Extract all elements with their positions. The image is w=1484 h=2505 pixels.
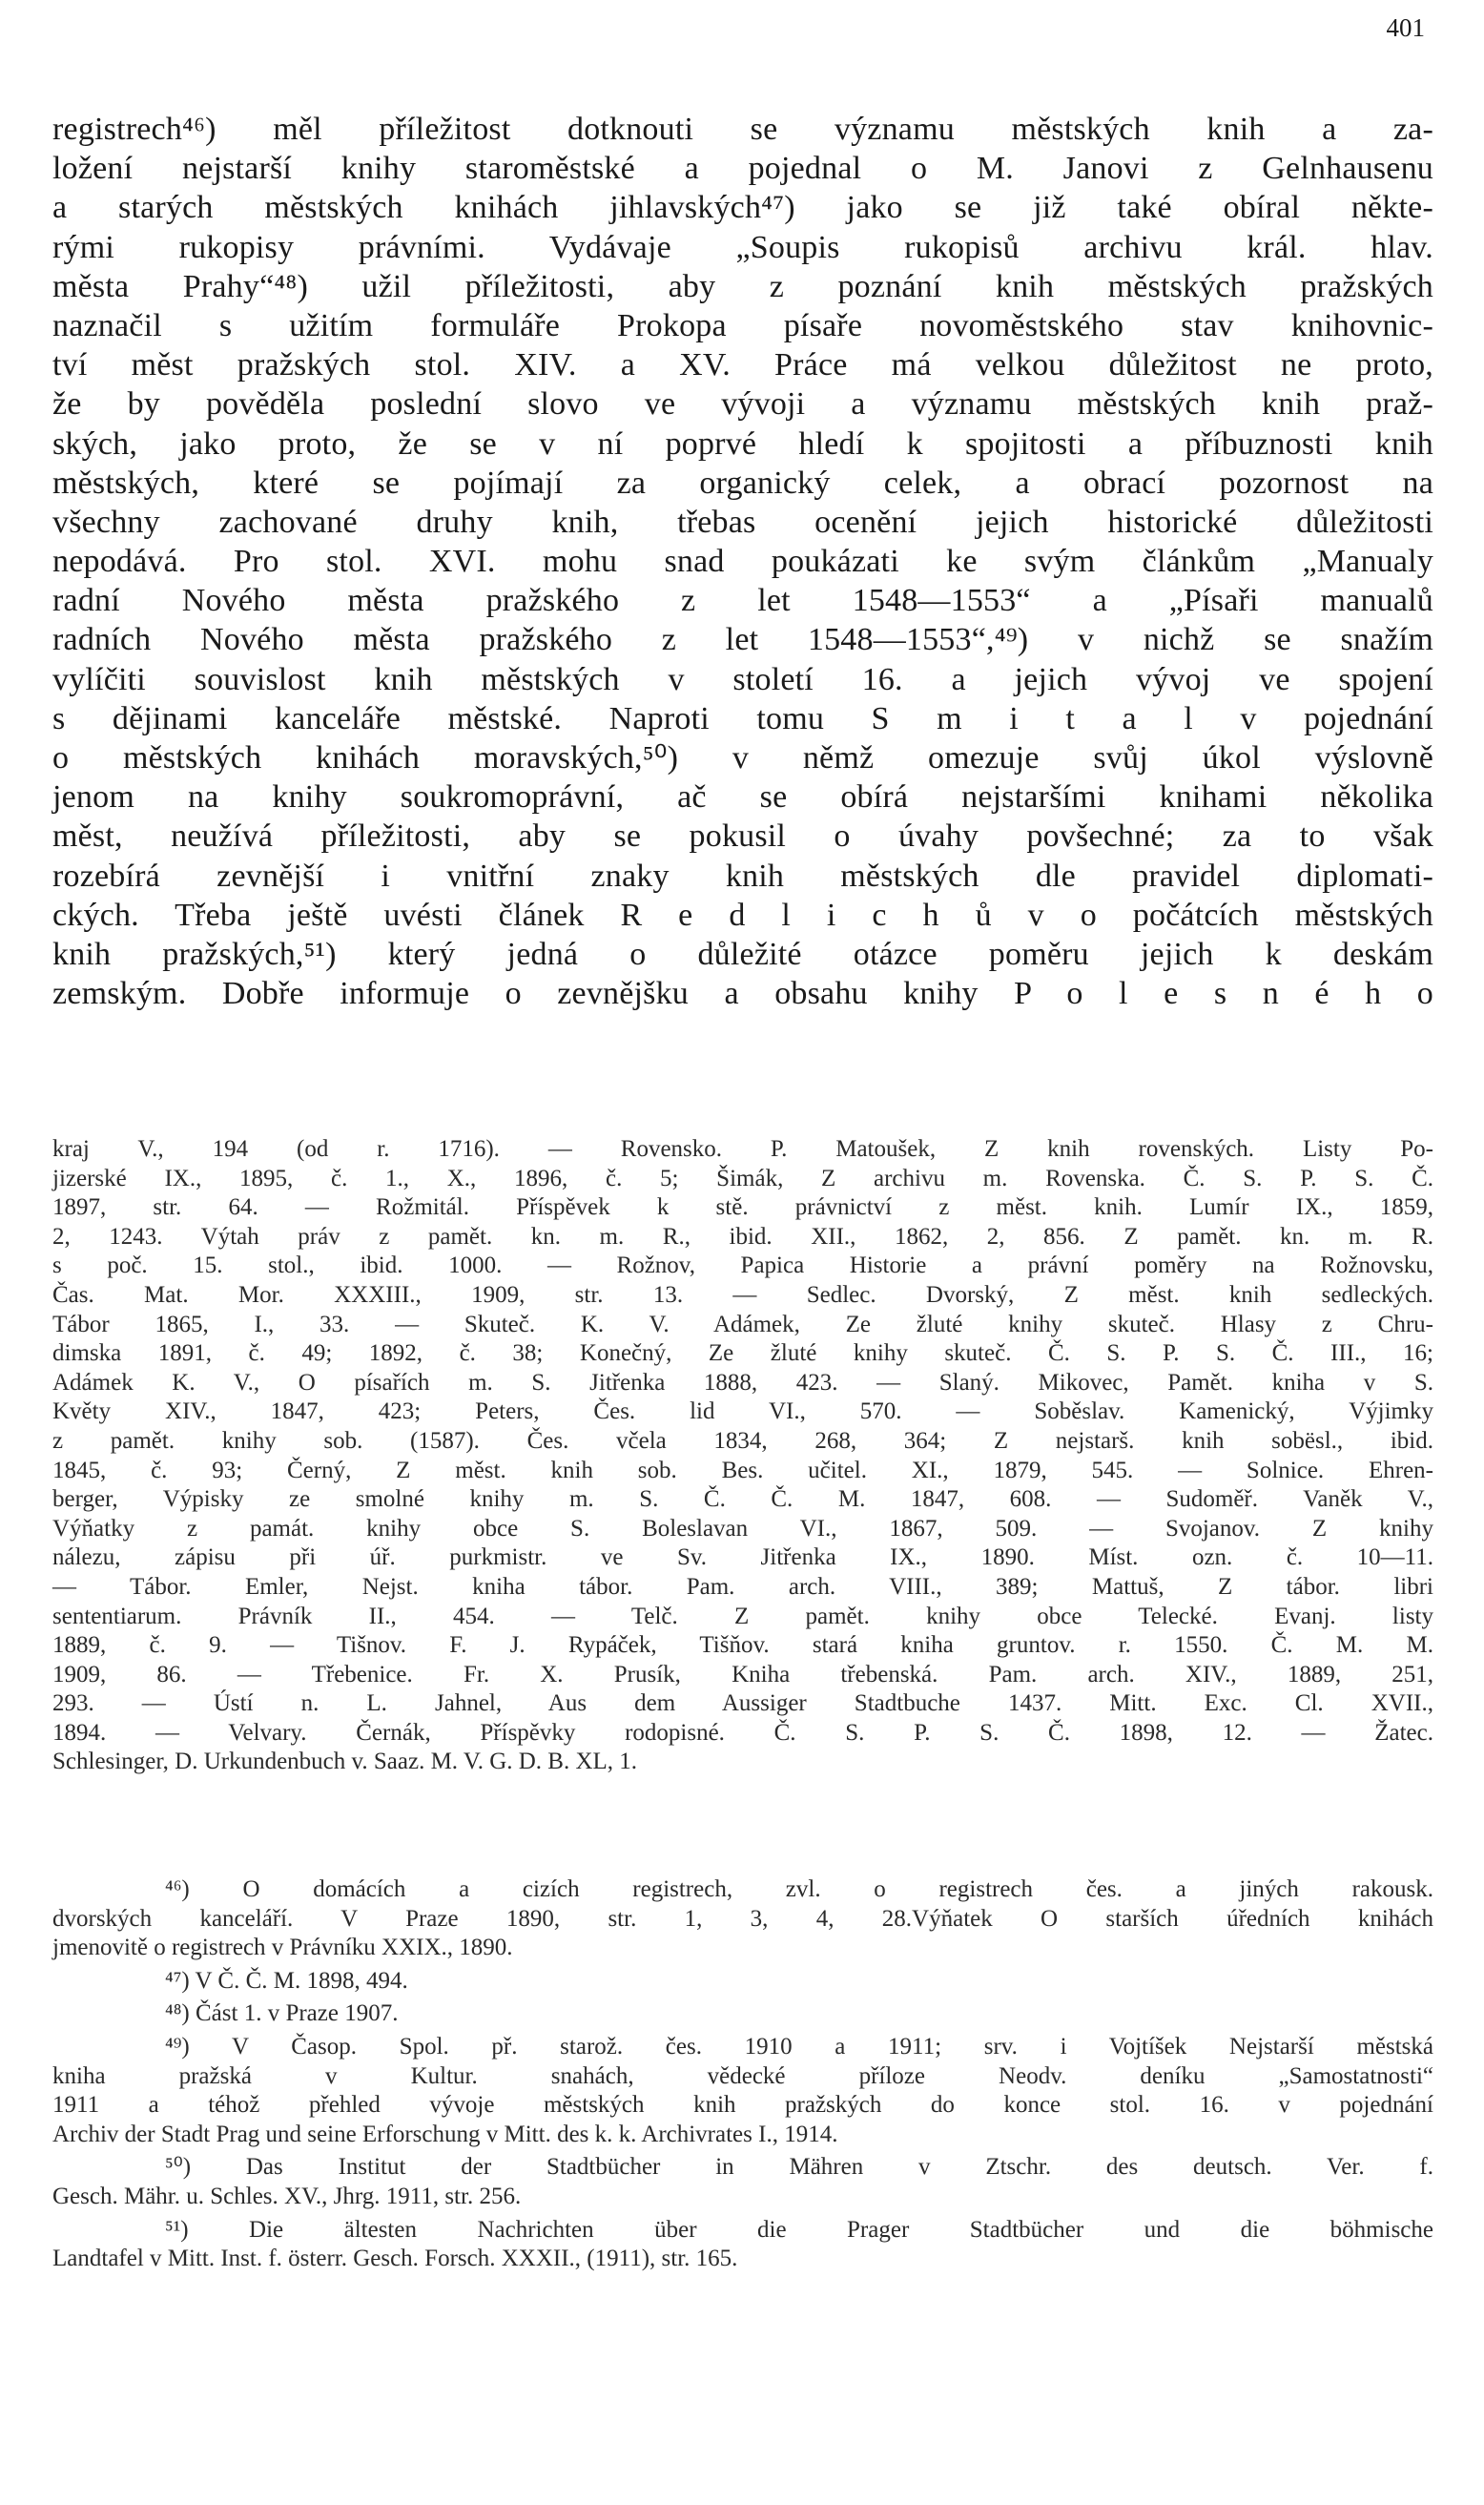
note-line: berger, Výpisky ze smolné knihy m. S. Č. Č. M. 1847, 608. — Sudoměř. Vaněk V., xyxy=(52,1486,1433,1513)
footnote-line: Archiv der Stadt Prag und seine Erforschung v Mitt. des k. k. Archivrates I., 1914. xyxy=(52,2121,838,2147)
note-line: 1894. — Velvary. Černák, Příspěvky rodopisné. Č. S. P. S. Č. 1898, 12. — Žatec. xyxy=(52,1719,1433,1746)
note-line: Výňatky z památ. knihy obce S. Boleslavan VI., 1867, 509. — Svojanov. Z knihy xyxy=(52,1515,1433,1542)
text-line: rými rukopisy právními. Vydávaje „Soupis rukopisů archivu král. hlav. xyxy=(52,229,1433,265)
text-line: s dějinami kanceláře městské. Naproti tomu S m i t a l v pojednání xyxy=(52,700,1433,736)
text-line: rozebírá zevnější i vnitřní znaky knih městských dle pravidel diplomati- xyxy=(52,858,1433,894)
footnote-line: ⁴⁹) V Časop. Spol. př. starož. čes. 1910 a 1911; srv. i Vojtíšek Nejstarší městská xyxy=(165,2033,1433,2060)
note-line: 1897, str. 64. — Rožmitál. Příspěvek k stě. právnictví z měst. knih. Lumír IX., 1859, xyxy=(52,1194,1433,1221)
text-line: ložení nejstarší knihy staroměstské a pojednal o M. Janovi z Gelnhausenu xyxy=(52,151,1433,187)
note-line: jizerské IX., 1895, č. 1., X., 1896, č. 5; Šimák, Z archivu m. Rovenska. Č. S. P. S. Č. xyxy=(52,1165,1433,1191)
footnote-line: Gesch. Mähr. u. Schles. XV., Jhrg. 1911, str. 256. xyxy=(52,2183,522,2209)
note-line: 293. — Ústí n. L. Jahnel, Aus dem Aussiger Stadtbuche 1437. Mitt. Exc. Cl. XVII., xyxy=(52,1690,1433,1717)
text-line: knih pražských,⁵¹) který jedná o důležité otázce poměru jejich k deskám xyxy=(52,936,1433,972)
footnote-line: ⁵⁰) Das Institut der Stadtbücher in Mähren v Ztschr. des deutsch. Ver. f. xyxy=(165,2154,1433,2181)
footnote-line: ⁵¹) Die ältesten Nachrichten über die Prager Stadtbücher und die böhmische xyxy=(165,2216,1433,2243)
notes-continuation xyxy=(52,1135,1433,1777)
text-line: radních Nového města pražského z let 1548—1553“,⁴⁹) v nichž se snažím xyxy=(52,622,1433,658)
text-line: radní Nového města pražského z let 1548—1553“ a „Písaři manualů xyxy=(52,583,1433,619)
note-line: Květy XIV., 1847, 423; Peters, Čes. lid VI., 570. — Soběslav. Kamenický, Výjimky xyxy=(52,1398,1433,1425)
footnote xyxy=(52,1875,1433,1963)
footnote xyxy=(52,2033,1433,2149)
note-line: Schlesinger, D. Urkundenbuch v. Saaz. M. V. G. D. B. XL, 1. xyxy=(52,1749,638,1775)
note-line: 1845, č. 93; Černý, Z měst. knih sob. Bes. učitel. XI., 1879, 545. — Solnice. Ehren- xyxy=(52,1457,1433,1483)
text-line: registrech⁴⁶) měl příležitost dotknouti se významu městských knih a za- xyxy=(52,112,1433,147)
footnote xyxy=(52,1967,1433,1997)
text-line: městských, které se pojímají za organický celek, a obrací pozornost na xyxy=(52,465,1433,501)
note-line: 1889, č. 9. — Tišnov. F. J. Rypáček, Tišňov. stará kniha gruntov. r. 1550. Č. M. M. xyxy=(52,1632,1433,1659)
text-line: a starých městských knihách jihlavských⁴⁷) jako se již také obíral někte- xyxy=(52,190,1433,226)
footnote-line: jmenovitě o registrech v Právníku XXIX., 1890. xyxy=(52,1935,513,1961)
text-line: že by pověděla poslední slovo ve vývoji a významu městských knih praž- xyxy=(52,386,1433,423)
text-line: naznačil s užitím formuláře Prokopa písaře novoměstského stav knihovnic- xyxy=(52,307,1433,343)
note-line: Tábor 1865, I., 33. — Skuteč. K. V. Adámek, Ze žluté knihy skuteč. Hlasy z Chru- xyxy=(52,1311,1433,1337)
footnote-line: kniha pražská v Kultur. snahách, vědecké příloze Neodv. deníku „Samostatnosti“ xyxy=(52,2062,1433,2089)
footnote xyxy=(52,2153,1433,2211)
note-line: z pamět. knihy sob. (1587). Čes. včela 1834, 268, 364; Z nejstarš. knih sobësl., ibid. xyxy=(52,1427,1433,1454)
note-line: sententiarum. Právník II., 454. — Telč. Z pamět. knihy obce Telecké. Evanj. listy xyxy=(52,1603,1433,1629)
text-line: vylíčiti souvislost knih městských v století 16. a jejich vývoj ve spojení xyxy=(52,661,1433,697)
page-number: 401 xyxy=(1386,13,1425,42)
note-line: Adámek K. V., O písařích m. S. Jitřenka 1888, 423. — Slaný. Mikovec, Pamět. kniha v S. xyxy=(52,1369,1433,1396)
note-line: Čas. Mat. Mor. XXXIII., 1909, str. 13. — Sedlec. Dvorský, Z měst. knih sedleckých. xyxy=(52,1281,1433,1308)
note-line: kraj V., 194 (od r. 1716). — Rovensko. P. Matoušek, Z knih rovenských. Listy Po- xyxy=(52,1136,1433,1162)
footnote xyxy=(52,1999,1433,2029)
footnote xyxy=(52,2216,1433,2274)
main-text xyxy=(52,110,1433,1013)
note-line: 1909, 86. — Třebenice. Fr. X. Prusík, Kniha třebenská. Pam. arch. XIV., 1889, 251, xyxy=(52,1661,1433,1687)
footnote-line: ⁴⁸) Část 1. v Praze 1907. xyxy=(165,2000,399,2027)
text-line: zemským. Dobře informuje o zevnějšku a obsahu knihy P o l e s n é h o xyxy=(52,976,1433,1012)
note-line: nálezu, zápisu při úř. purkmistr. ve Sv. Jitřenka IX., 1890. Míst. ozn. č. 10—11. xyxy=(52,1544,1433,1571)
text-line: ckých. Třeba ještě uvésti článek R e d l i c h ů v o počátcích městských xyxy=(52,897,1433,933)
text-line: města Prahy“⁴⁸) užil příležitosti, aby z poznání knih městských pražských xyxy=(52,268,1433,304)
footnote-line: 1911 a téhož přehled vývoje městských knih pražských do konce stol. 16. v pojednání xyxy=(52,2092,1433,2119)
footnotes xyxy=(52,1875,1433,2278)
text-line: měst, neužívá příležitosti, aby se pokusil o úvahy povšechné; za to však xyxy=(52,818,1433,855)
note-line: dimska 1891, č. 49; 1892, č. 38; Konečný, Ze žluté knihy skuteč. Č. S. P. S. Č. III., 16; xyxy=(52,1340,1433,1367)
text-line: o městských knihách moravských,⁵⁰) v němž omezuje svůj úkol výslovně xyxy=(52,740,1433,776)
note-line: 2, 1243. Výtah práv z pamět. kn. m. R., ibid. XII., 1862, 2, 856. Z pamět. kn. m. R. xyxy=(52,1223,1433,1250)
footnote-line: ⁴⁶) O domácích a cizích registrech, zvl. o registrech čes. a jiných rakousk. xyxy=(165,1876,1433,1902)
text-line: jenom na knihy soukromoprávní, ač se obírá nejstaršími knihami několika xyxy=(52,779,1433,816)
text-line: ských, jako proto, že se v ní poprvé hledí k spojitosti a příbuznosti knih xyxy=(52,425,1433,462)
note-line: s poč. 15. stol., ibid. 1000. — Rožnov, Papica Historie a právní poměry na Rožnovsku, xyxy=(52,1252,1433,1279)
footnote-line: dvorských kanceláří. V Praze 1890, str. 1, 3, 4, 28.Výňatek O starších úředních knihách xyxy=(52,1905,1433,1932)
footnote-line: Landtafel v Mitt. Inst. f. österr. Gesch. Forsch. XXXII., (1911), str. 165. xyxy=(52,2246,738,2272)
text-line: tví měst pražských stol. XIV. a XV. Práce má velkou důležitost ne proto, xyxy=(52,347,1433,383)
note-line: — Tábor. Emler, Nejst. kniha tábor. Pam. arch. VIII., 389; Mattuš, Z tábor. libri xyxy=(52,1573,1433,1600)
text-line: všechny zachované druhy knih, třebas ocenění jejich historické důležitosti xyxy=(52,504,1433,540)
footnote-line: ⁴⁷) V Č. Č. M. 1898, 494. xyxy=(165,1967,408,1994)
text-line: nepodává. Pro stol. XVI. mohu snad poukázati ke svým článkům „Manualy xyxy=(52,544,1433,580)
